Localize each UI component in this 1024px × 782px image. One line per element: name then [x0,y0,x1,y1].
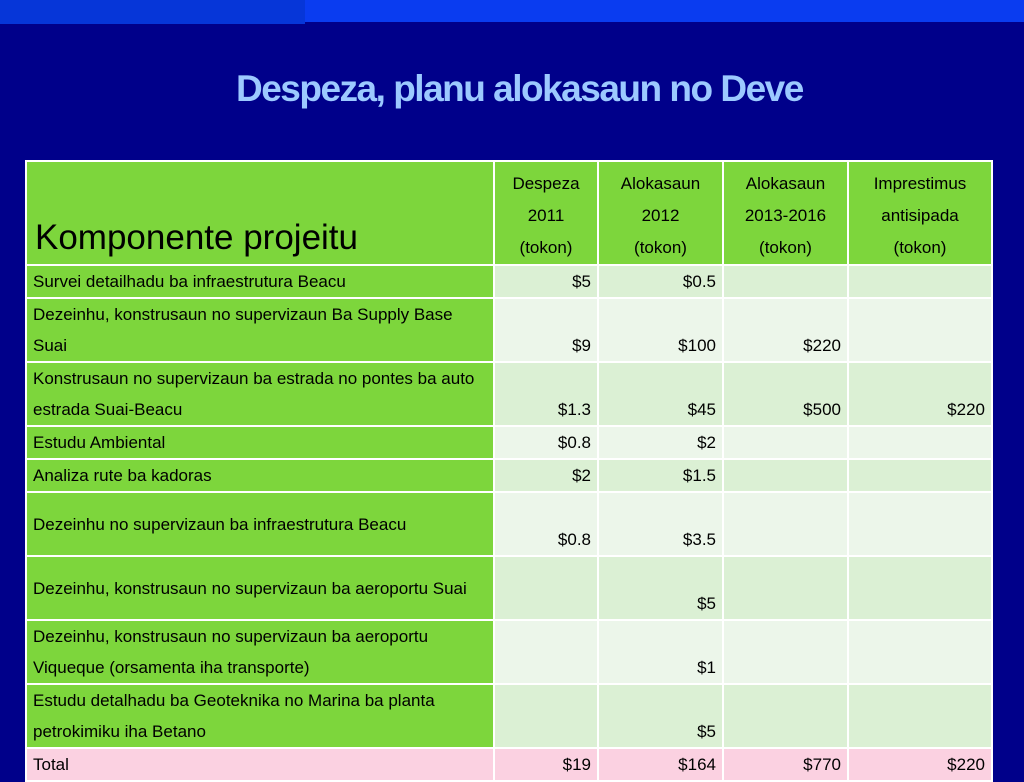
cell-alokasaun-2013-2016 [723,684,848,748]
cell-alokasaun-2013-2016 [723,556,848,620]
cell-imprestimus [848,620,992,684]
cell-despeza-2011 [494,620,598,684]
cell-imprestimus [848,426,992,459]
cell-alokasaun-2012: $0.5 [598,265,723,298]
header-alokasaun-2012: Alokasaun 2012 (tokon) [598,161,723,265]
table-row [26,459,992,492]
cell-alokasaun-2012: $45 [598,362,723,426]
total-imprestimus: $220 [848,748,992,781]
cell-despeza-2011: $5 [494,265,598,298]
cell-imprestimus [848,684,992,748]
cell-alokasaun-2012: $3.5 [598,492,723,556]
row-description: Dezeinhu, konstrusaun no supervizaun Ba Supply Base Suai [26,298,494,362]
cell-alokasaun-2013-2016 [723,492,848,556]
row-description: Estudu detalhadu ba Geoteknika no Marina ba planta petrokimiku iha Betano [26,684,494,748]
cell-imprestimus [848,265,992,298]
cell-despeza-2011: $2 [494,459,598,492]
cell-despeza-2011 [494,556,598,620]
cell-imprestimus [848,492,992,556]
header-despeza-2011: Despeza 2011 (tokon) [494,161,598,265]
cell-alokasaun-2012: $100 [598,298,723,362]
cell-despeza-2011 [494,684,598,748]
row-description: Analiza rute ba kadoras [26,459,494,492]
cell-alokasaun-2012: $5 [598,684,723,748]
slide-title: Despeza, planu alokasaun no Deve [236,68,803,109]
cell-imprestimus [848,556,992,620]
row-description: Konstrusaun no supervizaun ba estrada no pontes ba auto estrada Suai-Beacu [26,362,494,426]
cell-alokasaun-2013-2016 [723,459,848,492]
total-alokasaun-2012: $164 [598,748,723,781]
cell-alokasaun-2012: $1.5 [598,459,723,492]
table-row [26,426,992,459]
table-row [26,298,992,362]
table-row [26,684,992,748]
total-despeza-2011: $19 [494,748,598,781]
total-alokasaun-2013-2016: $770 [723,748,848,781]
cell-alokasaun-2013-2016: $500 [723,362,848,426]
cell-despeza-2011: $1.3 [494,362,598,426]
cell-alokasaun-2012: $5 [598,556,723,620]
table-row [26,492,992,556]
row-description: Dezeinhu, konstrusaun no supervizaun ba aeroportu Viqueque (orsamenta iha transporte) [26,620,494,684]
total-label: Total [26,748,494,781]
row-description: Dezeinhu no supervizaun ba infraestrutura Beacu [26,492,494,556]
cell-alokasaun-2013-2016: $220 [723,298,848,362]
header-row [26,161,992,265]
row-description: Survei detailhadu ba infraestrutura Beacu [26,265,494,298]
table-row [26,362,992,426]
header-component: Komponente projeitu [26,161,494,265]
cell-alokasaun-2013-2016 [723,620,848,684]
row-description: Estudu Ambiental [26,426,494,459]
table-row [26,265,992,298]
cell-imprestimus [848,298,992,362]
header-alokasaun-2013-2016: Alokasaun 2013-2016 (tokon) [723,161,848,265]
table-row [26,556,992,620]
total-row [26,748,992,781]
table-row [26,620,992,684]
cell-imprestimus: $220 [848,362,992,426]
header-imprestimus: Imprestimus antisipada (tokon) [848,161,992,265]
cell-despeza-2011: $0.8 [494,492,598,556]
cell-despeza-2011: $9 [494,298,598,362]
budget-table [25,160,993,782]
cell-alokasaun-2012: $1 [598,620,723,684]
row-description: Dezeinhu, konstrusaun no supervizaun ba aeroportu Suai [26,556,494,620]
cell-imprestimus [848,459,992,492]
top-banner-left [0,0,305,24]
cell-despeza-2011: $0.8 [494,426,598,459]
cell-alokasaun-2012: $2 [598,426,723,459]
cell-alokasaun-2013-2016 [723,265,848,298]
cell-alokasaun-2013-2016 [723,426,848,459]
